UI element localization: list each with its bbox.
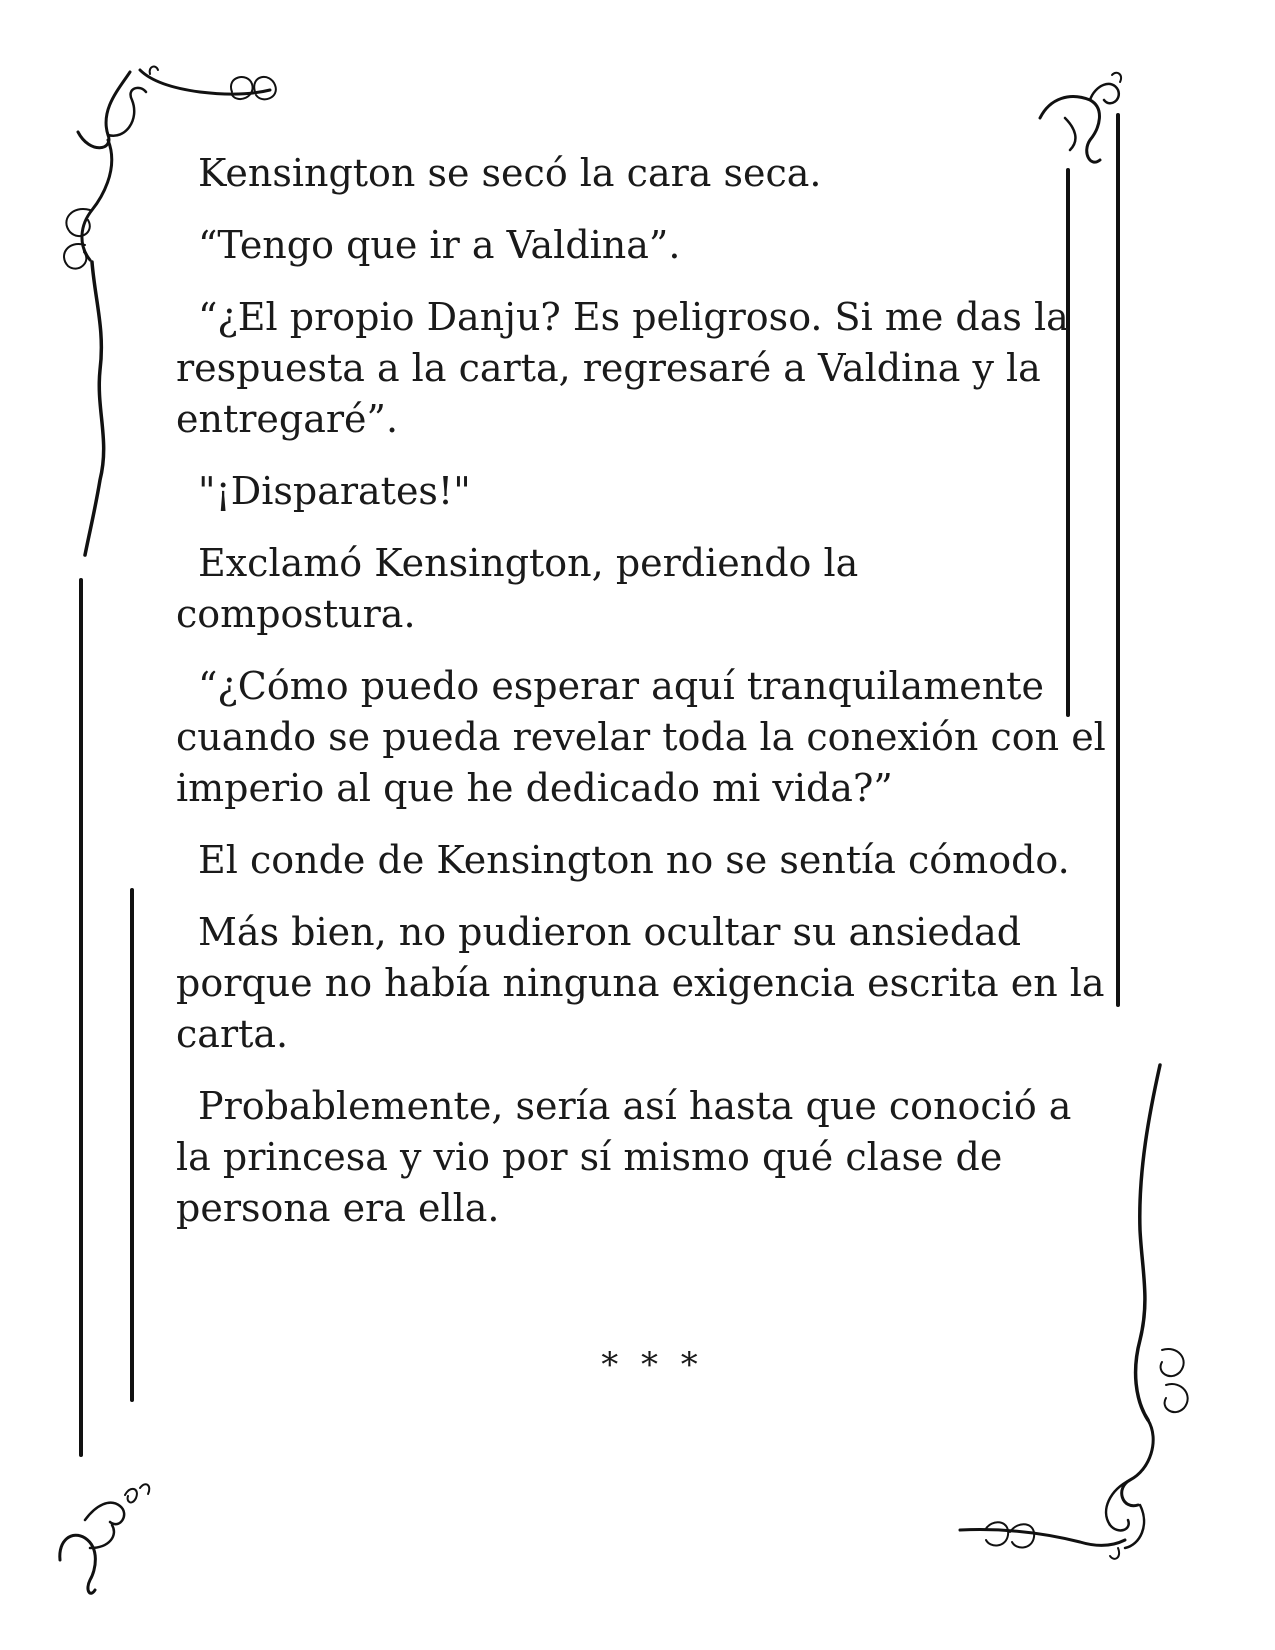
paragraph-2: “Tengo que ir a Valdina”. <box>198 223 681 267</box>
body-text <box>176 148 1106 1255</box>
paragraph-7: El conde de Kensington no se sentía cómodo. <box>198 838 1070 882</box>
paragraph-8: Más bien, no pudieron ocultar su ansiedad porque no había ninguna exigencia escrita en la carta. <box>176 910 1105 1056</box>
paragraph-9: Probablemente, sería así hasta que conoció a la princesa y vio por sí mismo qué clase de persona era ella. <box>176 1084 1072 1230</box>
paragraph-1: Kensington se secó la cara seca. <box>198 151 822 195</box>
bottom-left-flourish-icon <box>60 1484 149 1593</box>
paragraph-6: “¿Cómo puedo esperar aquí tranquilamente cuando se pueda revelar toda la conexión con el imperio al que he dedicado mi vida?” <box>176 664 1106 810</box>
paragraph-5: Exclamó Kensington, perdiendo la compostura. <box>176 541 859 636</box>
section-separator: * * * <box>601 1345 704 1385</box>
paragraph-4: "¡Disparates!" <box>198 469 471 513</box>
paragraph-3: “¿El propio Danju? Es peligroso. Si me das la respuesta a la carta, regresaré a Valdina y la entregaré”. <box>176 295 1069 441</box>
